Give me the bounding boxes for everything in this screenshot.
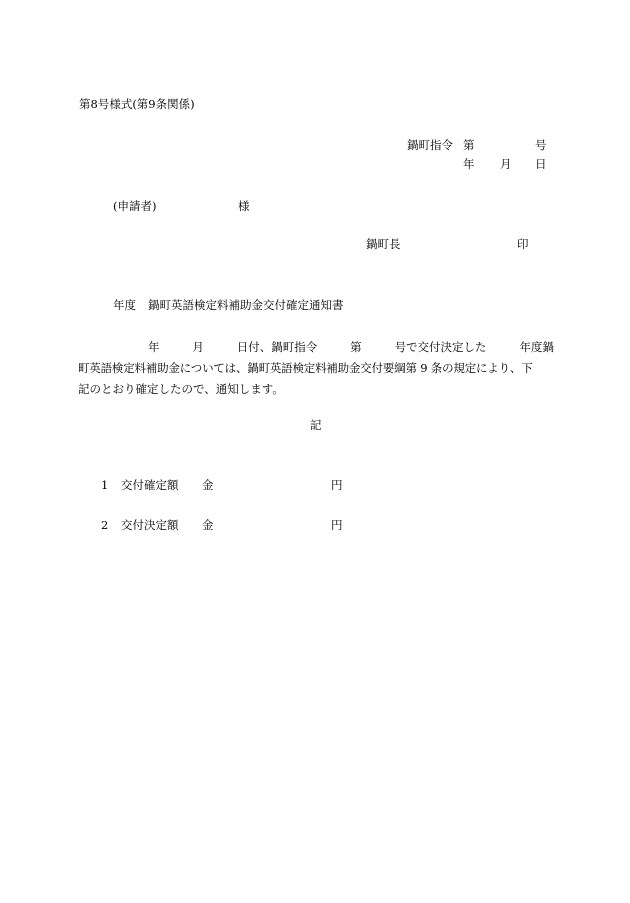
notice-title: 鍋町英語検定料補助金交付確定通知書 — [148, 298, 344, 312]
seal-mark: 印 — [517, 237, 529, 251]
addressee-label: (申請者) — [113, 199, 157, 213]
addressee-honorific: 様 — [238, 199, 250, 213]
body-line-1-go: 号で交付決定した — [394, 340, 487, 354]
body-line-1-month: 月 — [192, 340, 204, 354]
item-2-number: 2 — [101, 518, 109, 532]
item-1-number: 1 — [101, 478, 109, 492]
item-1-yen: 円 — [331, 478, 343, 492]
document-number-prefix: 鍋町指令 — [407, 138, 453, 152]
ki-heading: 記 — [310, 418, 322, 432]
date-day: 日 — [535, 157, 547, 171]
issuer-title: 鍋町長 — [366, 237, 401, 251]
date-month: 月 — [500, 157, 512, 171]
form-label: 第8号様式(第9条関係) — [79, 97, 195, 111]
body-line-1-year: 年 — [148, 340, 160, 354]
item-2-label: 交付決定額 — [121, 518, 179, 532]
body-paragraph — [78, 337, 554, 400]
document-number-go: 号 — [535, 138, 547, 152]
item-2-kin: 金 — [202, 518, 214, 532]
notice-title-year: 年度 — [113, 298, 136, 312]
body-line-2: 町英語検定料補助金については、鍋町英語検定料補助金交付要綱第 9 条の規定により、下 — [78, 361, 533, 375]
item-1-kin: 金 — [202, 478, 214, 492]
body-line-3: 記のとおり確定したので、通知します。 — [78, 382, 284, 396]
body-line-1-day-ref: 日付、鍋町指令 — [236, 340, 318, 354]
document-number-dai: 第 — [463, 138, 475, 152]
item-1-label: 交付確定額 — [121, 478, 179, 492]
body-line-1-dai: 第 — [350, 340, 362, 354]
date-year: 年 — [463, 157, 475, 171]
item-2-yen: 円 — [331, 518, 343, 532]
body-line-1 — [78, 337, 554, 358]
body-line-1-fiscal-year: 年度鍋 — [519, 340, 554, 354]
